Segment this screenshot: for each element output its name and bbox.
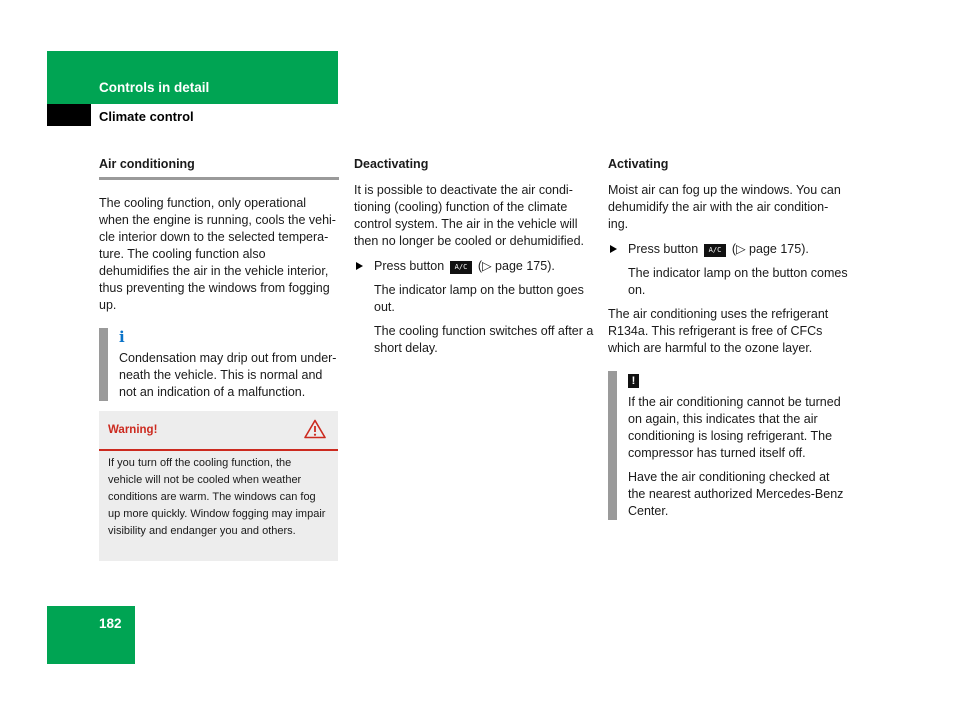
page-number-band	[47, 606, 135, 664]
deactivate-result-2: The cooling function switches off after a short delay.	[374, 324, 594, 355]
warning-box	[99, 411, 338, 561]
heading-air-conditioning: Air conditioning	[99, 157, 195, 171]
column-deactivating	[354, 156, 594, 364]
step-text-after: (▷ page 175).	[477, 259, 555, 273]
caution-note-text-2: Have the air conditioning checked at the nearest authorized Mercedes-Benz Center.	[628, 470, 844, 518]
note-bar	[608, 371, 617, 520]
caution-note-text-1: If the air conditioning cannot be turned on again, this indicates that the air conditioning is losing refrigerant. The compressor has turned itself off.	[628, 395, 841, 460]
heading-deactivating: Deactivating	[354, 157, 429, 171]
step-arrow-icon	[356, 262, 363, 270]
ac-button-key: A/C	[704, 244, 727, 257]
exclamation-icon: !	[628, 374, 639, 388]
step-text-before: Press button	[628, 242, 699, 256]
subsection-title: Climate control	[99, 109, 194, 124]
ac-button-key: A/C	[450, 261, 473, 274]
activate-step	[608, 241, 848, 258]
column-activating	[608, 156, 848, 527]
page-number: 182	[99, 616, 122, 631]
refrigerant-paragraph: The air conditioning uses the refrigerant R134a. This refrigerant is free of CFCs which are harmful to the ozone layer.	[608, 307, 829, 355]
info-note-text: Condensation may drip out from under-neath the vehicle. This is normal and not an indication of a malfunction.	[119, 351, 337, 399]
deactivate-step	[354, 258, 594, 275]
activating-paragraph: Moist air can fog up the windows. You can dehumidify the air with the air condition-ing.	[608, 183, 841, 231]
column-air-conditioning	[99, 156, 339, 408]
heading-activating: Activating	[608, 157, 669, 171]
heading-rule	[99, 177, 339, 180]
subsection-marker	[47, 104, 91, 126]
warning-text: If you turn off the cooling function, the vehicle will not be cooled when weather conditions are warm. The windows can fog up more quickly. Window fogging may impair visibility and endanger you and others.	[108, 457, 326, 537]
deactivating-paragraph: It is possible to deactivate the air condi-tioning (cooling) function of the climate control system. The air in the vehicle will then no longer be cooled or dehumidified.	[354, 183, 585, 248]
warning-title: Warning!	[108, 424, 158, 436]
deactivate-result-1: The indicator lamp on the button goes out.	[374, 283, 584, 314]
caution-note	[608, 371, 848, 520]
step-arrow-icon	[610, 245, 617, 253]
note-bar	[99, 328, 108, 401]
section-title: Controls in detail	[99, 80, 210, 95]
warning-triangle-icon	[304, 419, 326, 444]
step-text-after: (▷ page 175).	[731, 242, 809, 256]
warning-header	[99, 411, 338, 451]
info-icon: i	[119, 328, 125, 346]
step-text-before: Press button	[374, 259, 445, 273]
header-band	[47, 51, 338, 104]
info-note	[99, 328, 339, 401]
air-conditioning-paragraph: The cooling function, only operational when the engine is running, cools the vehi-cle interior down to the selected tempera-ture. The cooling function also dehumidifies the air in the vehicle interior, thus preventing the windows from fogging up.	[99, 196, 336, 312]
activate-result-1: The indicator lamp on the button comes on.	[628, 266, 848, 297]
